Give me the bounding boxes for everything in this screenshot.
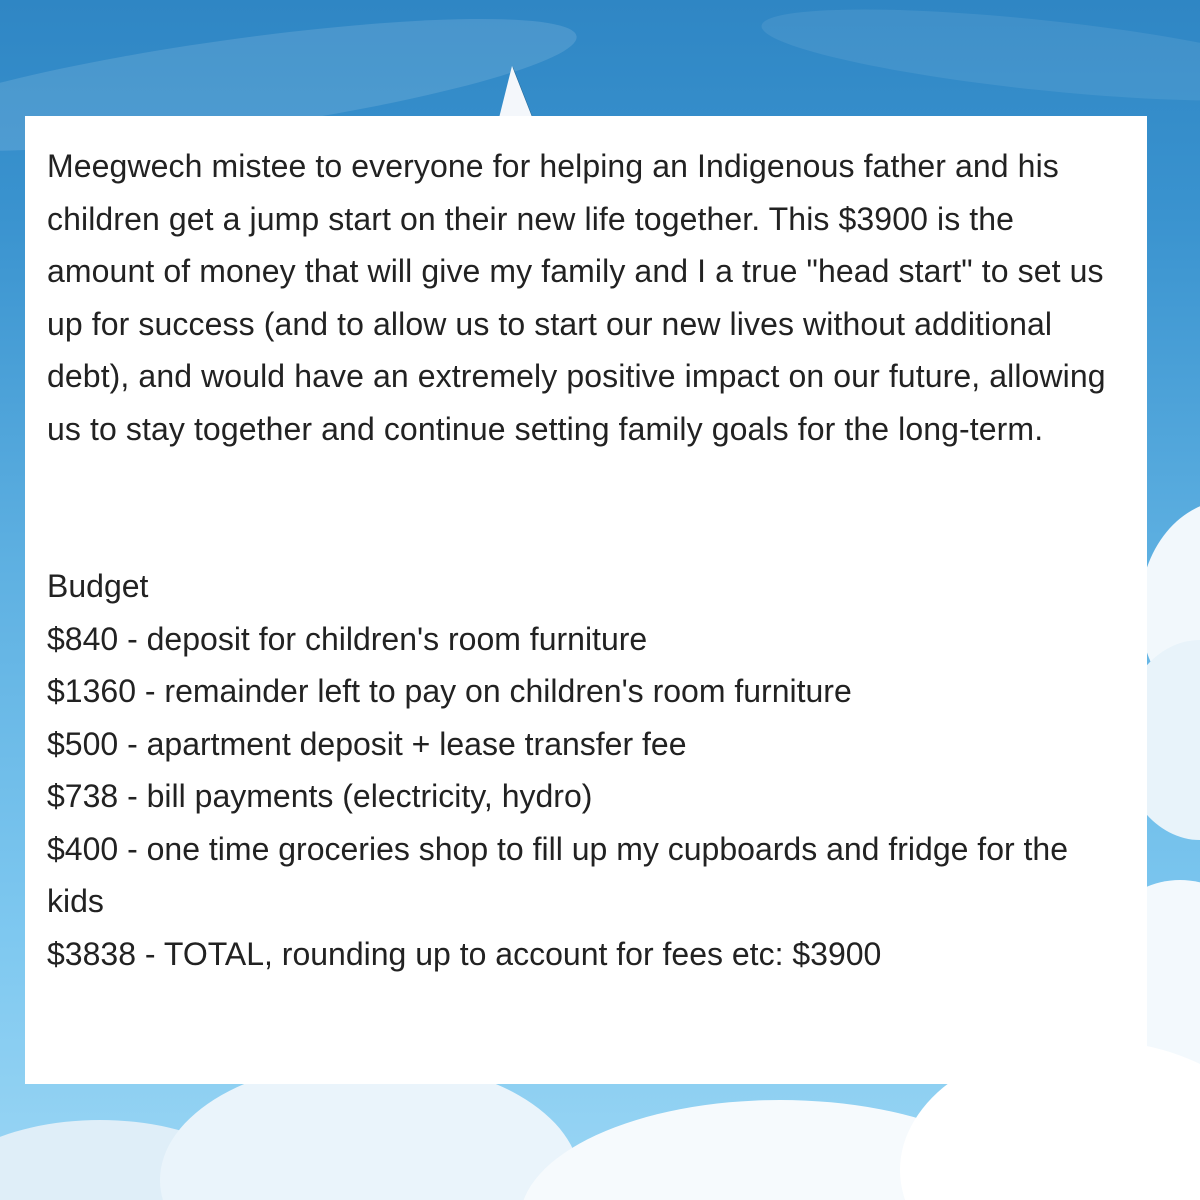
paper-plane-icon <box>498 66 534 122</box>
budget-item: $500 - apartment deposit + lease transfer fee <box>47 725 687 762</box>
text-card <box>25 116 1147 1084</box>
budget-heading: Budget <box>47 568 149 604</box>
budget-item: $738 - bill payments (electricity, hydro) <box>47 778 593 814</box>
sky-streak <box>758 0 1200 119</box>
budget-item: $840 - deposit for children's room furniture <box>47 620 648 657</box>
budget-total: $3838 - TOTAL, rounding up to account for fees etc: $3900 <box>47 935 882 972</box>
budget-section <box>47 560 1125 980</box>
budget-item: $400 - one time groceries shop to fill up my cupboards and fridge for the kids <box>47 830 1069 919</box>
intro-paragraph: Meegwech mistee to everyone for helping an Indigenous father and his children get a jump start on their new life together. This $3900 is the amount of money that will give my family and I a true "head start" to set us up for success (and to allow us to start our new lives without additional debt), and would have an extremely positive impact on our future, allowing us to stay together and continue setting family goals for the long-term. <box>47 148 1106 447</box>
budget-item: $1360 - remainder left to pay on children's room furniture <box>47 673 852 709</box>
